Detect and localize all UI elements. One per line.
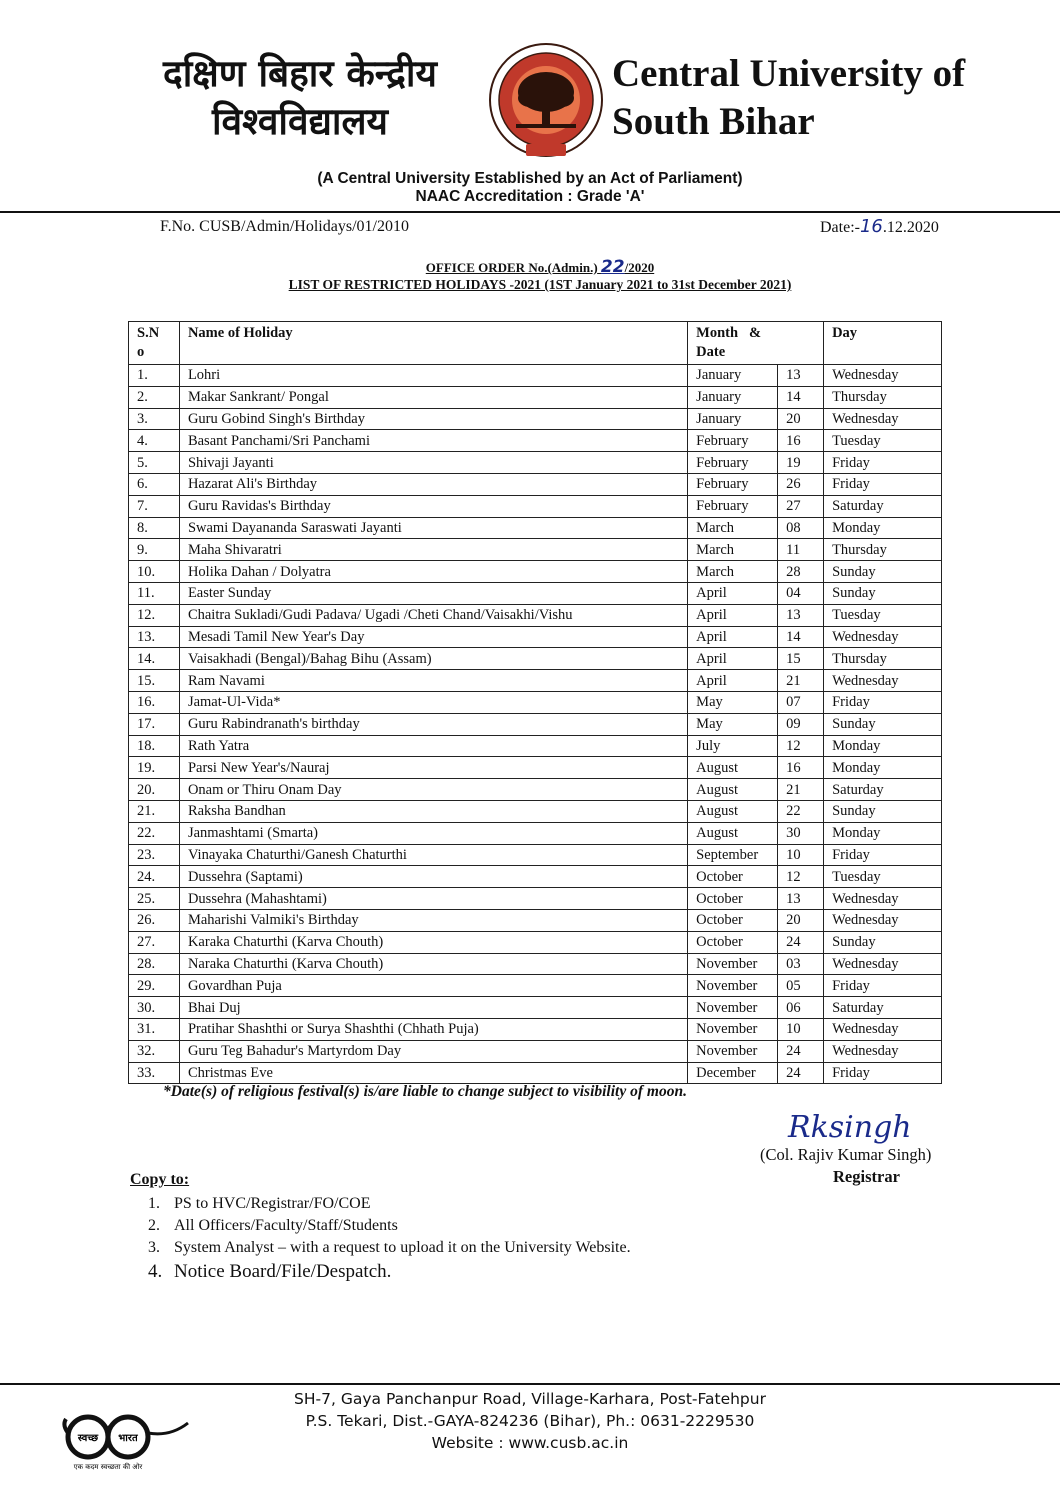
- cell-holiday-name: Shivaji Jayanti: [179, 452, 687, 474]
- table-row: [129, 735, 942, 757]
- cell-day: Sunday: [824, 800, 942, 822]
- cell-date: 24: [778, 1062, 824, 1084]
- cell-holiday-name: Dussehra (Mahashtami): [179, 888, 687, 910]
- cell-month: August: [688, 800, 778, 822]
- cell-day: Wednesday: [824, 1040, 942, 1062]
- cell-date: 05: [778, 975, 824, 997]
- cell-holiday-name: Guru Ravidas's Birthday: [179, 495, 687, 517]
- cell-month: February: [688, 452, 778, 474]
- cell-month: November: [688, 953, 778, 975]
- table-row: [129, 888, 942, 910]
- cell-holiday-name: Maha Shivaratri: [179, 539, 687, 561]
- table-row: [129, 953, 942, 975]
- cell-sn: 9.: [129, 539, 180, 561]
- swachh-bharat-logo: [60, 1405, 200, 1475]
- cell-holiday-name: Guru Rabindranath's birthday: [179, 713, 687, 735]
- cell-holiday-name: Karaka Chaturthi (Karva Chouth): [179, 931, 687, 953]
- cell-sn: 12.: [129, 604, 180, 626]
- cell-day: Tuesday: [824, 604, 942, 626]
- cell-holiday-name: Naraka Chaturthi (Karva Chouth): [179, 953, 687, 975]
- cell-date: 11: [778, 539, 824, 561]
- logo-text-right: भारत: [118, 1433, 138, 1444]
- table-row: [129, 648, 942, 670]
- cell-holiday-name: Bhai Duj: [179, 997, 687, 1019]
- table-row: [129, 561, 942, 583]
- office-order-title: [0, 257, 1060, 277]
- logo-tagline: एक कदम स्वच्छता की ओर: [73, 1463, 143, 1471]
- cell-month: July: [688, 735, 778, 757]
- cell-day: Sunday: [824, 931, 942, 953]
- cell-month: October: [688, 931, 778, 953]
- table-row: [129, 452, 942, 474]
- cell-day: Wednesday: [824, 909, 942, 931]
- table-row: [129, 822, 942, 844]
- table-row: [129, 1062, 942, 1084]
- cell-day: Saturday: [824, 779, 942, 801]
- cell-date: 24: [778, 931, 824, 953]
- university-seal-logo: [486, 40, 606, 160]
- cell-holiday-name: Guru Teg Bahadur's Martyrdom Day: [179, 1040, 687, 1062]
- cell-sn: 23.: [129, 844, 180, 866]
- table-row: [129, 626, 942, 648]
- header-name: Name of Holiday: [179, 322, 687, 365]
- cell-month: October: [688, 888, 778, 910]
- copy-item-number: 3.: [148, 1239, 160, 1256]
- cell-date: 27: [778, 495, 824, 517]
- table-row: [129, 779, 942, 801]
- cell-holiday-name: Basant Panchami/Sri Panchami: [179, 430, 687, 452]
- cell-month: January: [688, 386, 778, 408]
- cell-date: 12: [778, 735, 824, 757]
- table-row: [129, 757, 942, 779]
- cell-month: February: [688, 495, 778, 517]
- header-sn-line1: S.N: [137, 325, 160, 341]
- cell-date: 24: [778, 1040, 824, 1062]
- cell-holiday-name: Dussehra (Saptami): [179, 866, 687, 888]
- header-sn: [129, 322, 180, 365]
- cell-day: Wednesday: [824, 888, 942, 910]
- hindi-name-line2: विश्वविद्यालय: [211, 100, 389, 143]
- cell-date: 19: [778, 452, 824, 474]
- cell-date: 12: [778, 866, 824, 888]
- cell-sn: 10.: [129, 561, 180, 583]
- cell-sn: 11.: [129, 582, 180, 604]
- copy-to-list: [148, 1193, 631, 1285]
- order-title-suffix: /2020: [624, 260, 655, 275]
- cell-sn: 32.: [129, 1040, 180, 1062]
- cell-sn: 4.: [129, 430, 180, 452]
- cell-day: Tuesday: [824, 430, 942, 452]
- cell-day: Tuesday: [824, 866, 942, 888]
- cell-date: 21: [778, 779, 824, 801]
- list-item: [148, 1215, 631, 1237]
- cell-month: May: [688, 713, 778, 735]
- cell-holiday-name: Janmashtami (Smarta): [179, 822, 687, 844]
- cell-month: February: [688, 430, 778, 452]
- cell-month: March: [688, 561, 778, 583]
- footer-website: Website : www.cusb.ac.in: [431, 1434, 629, 1452]
- cell-sn: 1.: [129, 365, 180, 387]
- cell-day: Saturday: [824, 997, 942, 1019]
- order-title-prefix: OFFICE ORDER No.(Admin.): [425, 260, 598, 275]
- cell-day: Friday: [824, 452, 942, 474]
- list-title: LIST OF RESTRICTED HOLIDAYS -2021 (1ST January 2021 to 31st December 2021): [288, 277, 792, 292]
- table-row: [129, 800, 942, 822]
- university-subtitle: (A Central University Established by an Act of Parliament): [317, 170, 743, 187]
- cell-day: Friday: [824, 844, 942, 866]
- cell-holiday-name: Vinayaka Chaturthi/Ganesh Chaturthi: [179, 844, 687, 866]
- cell-sn: 33.: [129, 1062, 180, 1084]
- cell-day: Saturday: [824, 495, 942, 517]
- header-month-line1: Month &: [696, 325, 762, 341]
- holidays-table: [128, 321, 942, 1084]
- cell-day: Monday: [824, 822, 942, 844]
- cell-sn: 5.: [129, 452, 180, 474]
- table-row: [129, 517, 942, 539]
- signer-role: Registrar: [833, 1167, 900, 1186]
- header-month-date: [688, 322, 824, 365]
- cell-holiday-name: Govardhan Puja: [179, 975, 687, 997]
- cell-holiday-name: Hazarat Ali's Birthday: [179, 473, 687, 495]
- cell-date: 20: [778, 909, 824, 931]
- table-row: [129, 582, 942, 604]
- cell-month: November: [688, 1040, 778, 1062]
- cell-holiday-name: Lohri: [179, 365, 687, 387]
- cell-date: 09: [778, 713, 824, 735]
- cell-month: March: [688, 539, 778, 561]
- cell-day: Wednesday: [824, 626, 942, 648]
- header-day: Day: [824, 322, 942, 365]
- copy-to-heading: Copy to:: [130, 1171, 190, 1188]
- cell-month: February: [688, 473, 778, 495]
- cell-day: Friday: [824, 975, 942, 997]
- cell-date: 06: [778, 997, 824, 1019]
- cell-month: November: [688, 1018, 778, 1040]
- table-row: [129, 670, 942, 692]
- cell-sn: 24.: [129, 866, 180, 888]
- cell-holiday-name: Makar Sankrant/ Pongal: [179, 386, 687, 408]
- cell-day: Wednesday: [824, 1018, 942, 1040]
- table-row: [129, 430, 942, 452]
- cell-sn: 30.: [129, 997, 180, 1019]
- cell-sn: 21.: [129, 800, 180, 822]
- cell-month: January: [688, 365, 778, 387]
- cell-day: Sunday: [824, 582, 942, 604]
- copy-item-number: 1.: [148, 1195, 160, 1212]
- cell-sn: 19.: [129, 757, 180, 779]
- cell-sn: 3.: [129, 408, 180, 430]
- cell-date: 08: [778, 517, 824, 539]
- signer-name: (Col. Rajiv Kumar Singh): [760, 1145, 932, 1164]
- cell-month: August: [688, 779, 778, 801]
- logo-text-left: स्वच्छ: [77, 1433, 99, 1444]
- cell-day: Sunday: [824, 713, 942, 735]
- cell-date: 13: [778, 604, 824, 626]
- date-label: Date:-: [820, 219, 860, 236]
- footer-address-line1: SH-7, Gaya Panchanpur Road, Village-Karhara, Post-Fatehpur: [294, 1390, 766, 1408]
- cell-month: April: [688, 670, 778, 692]
- table-row: [129, 909, 942, 931]
- cell-day: Wednesday: [824, 670, 942, 692]
- english-name-line1: Central University of: [612, 52, 966, 95]
- order-number-handwritten: 22: [600, 257, 625, 277]
- cell-month: January: [688, 408, 778, 430]
- cell-sn: 18.: [129, 735, 180, 757]
- table-row: [129, 473, 942, 495]
- cell-sn: 14.: [129, 648, 180, 670]
- cell-holiday-name: Maharishi Valmiki's Birthday: [179, 909, 687, 931]
- table-header-row: [129, 322, 942, 365]
- cell-date: 07: [778, 691, 824, 713]
- cell-day: Thursday: [824, 648, 942, 670]
- cell-sn: 15.: [129, 670, 180, 692]
- cell-sn: 17.: [129, 713, 180, 735]
- cell-month: October: [688, 866, 778, 888]
- moon-visibility-note: *Date(s) of religious festival(s) is/are liable to change subject to visibility of moon.: [163, 1083, 687, 1100]
- header-sn-line2: o: [137, 344, 145, 360]
- cell-date: 15: [778, 648, 824, 670]
- cell-date: 10: [778, 844, 824, 866]
- cell-day: Thursday: [824, 386, 942, 408]
- cell-date: 16: [778, 757, 824, 779]
- cell-day: Wednesday: [824, 365, 942, 387]
- cell-date: 03: [778, 953, 824, 975]
- footer-address-line2: P.S. Tekari, Dist.-GAYA-824236 (Bihar), Ph.: 0631-2229530: [305, 1412, 755, 1430]
- cell-holiday-name: Raksha Bandhan: [179, 800, 687, 822]
- cell-date: 13: [778, 365, 824, 387]
- cell-day: Thursday: [824, 539, 942, 561]
- cell-sn: 22.: [129, 822, 180, 844]
- cell-sn: 25.: [129, 888, 180, 910]
- table-row: [129, 975, 942, 997]
- cell-date: 14: [778, 626, 824, 648]
- table-row: [129, 386, 942, 408]
- order-date: [820, 216, 939, 237]
- table-row: [129, 1040, 942, 1062]
- list-item: [148, 1237, 631, 1259]
- hindi-name-line1: दक्षिण बिहार केन्द्रीय: [163, 52, 437, 95]
- table-row: [129, 844, 942, 866]
- cell-holiday-name: Chaitra Sukladi/Gudi Padava/ Ugadi /Cheti Chand/Vaisakhi/Vishu: [179, 604, 687, 626]
- list-item: [148, 1193, 631, 1215]
- cell-holiday-name: Christmas Eve: [179, 1062, 687, 1084]
- list-item: [148, 1259, 631, 1285]
- cell-sn: 16.: [129, 691, 180, 713]
- cell-date: 28: [778, 561, 824, 583]
- cell-sn: 29.: [129, 975, 180, 997]
- table-row: [129, 931, 942, 953]
- cell-date: 20: [778, 408, 824, 430]
- date-rest: .12.2020: [882, 219, 939, 236]
- holidays-table-body: [129, 365, 942, 1084]
- cell-holiday-name: Onam or Thiru Onam Day: [179, 779, 687, 801]
- cell-day: Wednesday: [824, 408, 942, 430]
- cell-day: Friday: [824, 1062, 942, 1084]
- university-name-hindi: [140, 50, 460, 146]
- cell-month: November: [688, 975, 778, 997]
- cell-month: April: [688, 626, 778, 648]
- table-row: [129, 713, 942, 735]
- accreditation-line: NAAC Accreditation : Grade 'A': [415, 188, 645, 205]
- registrar-signature: Rksingh: [788, 1110, 912, 1145]
- cell-holiday-name: Holika Dahan / Dolyatra: [179, 561, 687, 583]
- copy-item-number: 4.: [148, 1261, 163, 1282]
- cell-date: 21: [778, 670, 824, 692]
- table-row: [129, 408, 942, 430]
- table-row: [129, 604, 942, 626]
- cell-date: 16: [778, 430, 824, 452]
- file-number: F.No. CUSB/Admin/Holidays/01/2010: [160, 218, 409, 235]
- cell-sn: 28.: [129, 953, 180, 975]
- cell-sn: 27.: [129, 931, 180, 953]
- cell-day: Sunday: [824, 561, 942, 583]
- cell-month: April: [688, 582, 778, 604]
- footer-divider: [0, 1383, 1060, 1385]
- table-row: [129, 365, 942, 387]
- cell-date: 10: [778, 1018, 824, 1040]
- date-day-handwritten: 16: [859, 216, 883, 237]
- copy-item-text: System Analyst – with a request to upload it on the University Website.: [174, 1239, 631, 1256]
- cell-sn: 6.: [129, 473, 180, 495]
- cell-date: 13: [778, 888, 824, 910]
- cell-day: Monday: [824, 517, 942, 539]
- table-row: [129, 495, 942, 517]
- cell-day: Friday: [824, 691, 942, 713]
- cell-holiday-name: Jamat-Ul-Vida*: [179, 691, 687, 713]
- cell-holiday-name: Parsi New Year's/Nauraj: [179, 757, 687, 779]
- english-name-line2: South Bihar: [612, 100, 815, 143]
- cell-holiday-name: Vaisakhadi (Bengal)/Bahag Bihu (Assam): [179, 648, 687, 670]
- cell-month: April: [688, 648, 778, 670]
- cell-day: Monday: [824, 757, 942, 779]
- cell-sn: 2.: [129, 386, 180, 408]
- header-divider: [0, 211, 1060, 213]
- cell-sn: 20.: [129, 779, 180, 801]
- cell-day: Monday: [824, 735, 942, 757]
- cell-holiday-name: Pratihar Shashthi or Surya Shashthi (Chhath Puja): [179, 1018, 687, 1040]
- cell-month: March: [688, 517, 778, 539]
- cell-date: 26: [778, 473, 824, 495]
- cell-month: April: [688, 604, 778, 626]
- cell-date: 14: [778, 386, 824, 408]
- cell-day: Wednesday: [824, 953, 942, 975]
- cell-month: November: [688, 997, 778, 1019]
- cell-date: 04: [778, 582, 824, 604]
- cell-holiday-name: Guru Gobind Singh's Birthday: [179, 408, 687, 430]
- cell-sn: 13.: [129, 626, 180, 648]
- table-row: [129, 691, 942, 713]
- cell-sn: 8.: [129, 517, 180, 539]
- university-name-english: [612, 50, 965, 146]
- copy-item-text: Notice Board/File/Despatch.: [174, 1261, 392, 1282]
- cell-holiday-name: Rath Yatra: [179, 735, 687, 757]
- cell-sn: 7.: [129, 495, 180, 517]
- cell-day: Friday: [824, 473, 942, 495]
- cell-month: August: [688, 822, 778, 844]
- cell-sn: 31.: [129, 1018, 180, 1040]
- cell-month: December: [688, 1062, 778, 1084]
- cell-holiday-name: Easter Sunday: [179, 582, 687, 604]
- table-row: [129, 1018, 942, 1040]
- cell-holiday-name: Swami Dayananda Saraswati Jayanti: [179, 517, 687, 539]
- copy-item-text: PS to HVC/Registrar/FO/COE: [174, 1195, 371, 1212]
- cell-month: September: [688, 844, 778, 866]
- table-row: [129, 997, 942, 1019]
- table-row: [129, 866, 942, 888]
- cell-month: August: [688, 757, 778, 779]
- table-row: [129, 539, 942, 561]
- cell-month: October: [688, 909, 778, 931]
- cell-sn: 26.: [129, 909, 180, 931]
- cell-date: 22: [778, 800, 824, 822]
- copy-item-text: All Officers/Faculty/Staff/Students: [174, 1217, 398, 1234]
- cell-holiday-name: Mesadi Tamil New Year's Day: [179, 626, 687, 648]
- cell-holiday-name: Ram Navami: [179, 670, 687, 692]
- copy-item-number: 2.: [148, 1217, 160, 1234]
- cell-date: 30: [778, 822, 824, 844]
- cell-month: May: [688, 691, 778, 713]
- header-month-line2: Date: [696, 344, 726, 360]
